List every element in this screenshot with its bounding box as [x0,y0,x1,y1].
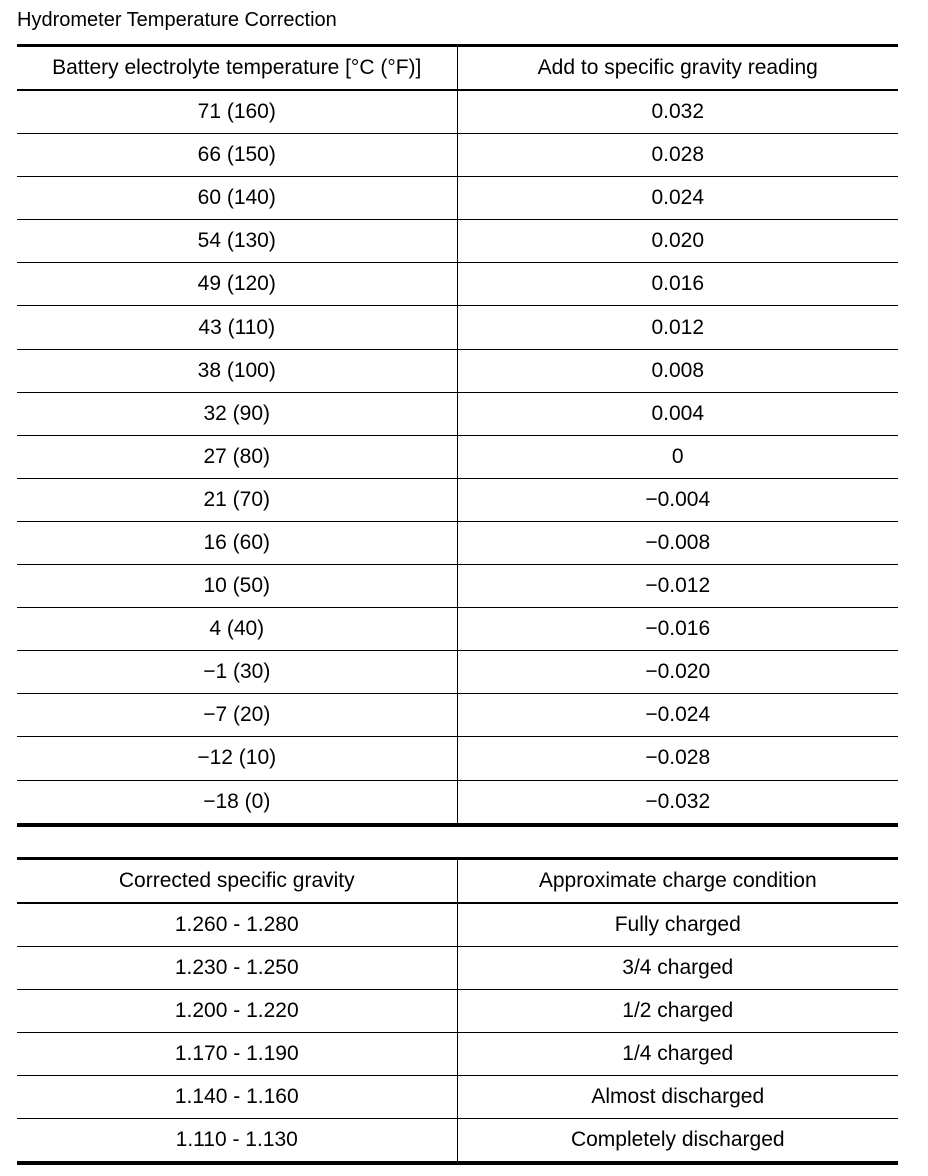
page-title: Hydrometer Temperature Correction [17,9,337,31]
table-cell: 10 (50) [17,565,457,608]
table-row [17,521,898,564]
table-row [17,990,898,1033]
charge-condition-table [17,857,898,1165]
table-cell: −18 (0) [17,780,457,825]
table-row [17,263,898,306]
table-cell: 1/2 charged [622,999,734,1022]
table-cell: −0.032 [645,789,711,813]
temperature-correction-table [17,44,898,827]
table-row [17,1076,898,1119]
table-row [17,947,898,990]
table-cell: 0 [671,444,684,468]
table-cell: 32 (90) [17,392,457,435]
table-cell: 3/4 charged [622,956,734,979]
table-cell: −0.008 [645,530,711,554]
table-cell: 21 (70) [17,478,457,521]
table-cell: 60 (140) [17,177,457,220]
table-cell: 1.260 - 1.280 [17,903,457,947]
table-row [17,134,898,177]
table-cell: 0.016 [651,272,705,296]
table-cell: −7 (20) [17,694,457,737]
table-cell: −0.020 [645,660,711,684]
table-cell: 0.028 [651,143,705,167]
column-header: Battery electrolyte temperature [°C (°F)] [17,46,457,91]
table-cell: Fully charged [614,913,741,936]
table-row [17,220,898,263]
table-cell: −0.024 [645,703,711,727]
table-cell: −0.004 [645,487,711,511]
table-row [17,1033,898,1076]
table-cell: Completely discharged [570,1128,785,1151]
table-cell: 0.008 [651,358,705,382]
column-header: Add to specific gravity reading [537,56,818,79]
table-header-row [17,46,898,91]
table-cell: 0.020 [651,229,705,253]
charge-table-body [17,903,898,1163]
table-cell: 54 (130) [17,220,457,263]
table-cell: 71 (160) [17,90,457,134]
table-row [17,903,898,947]
table-cell: −12 (10) [17,737,457,780]
table-row [17,780,898,825]
column-header: Approximate charge condition [538,869,817,892]
temperature-table-body [17,90,898,825]
table-cell: 27 (80) [17,435,457,478]
table-cell: 1.200 - 1.220 [17,990,457,1033]
table-cell: 1.170 - 1.190 [17,1033,457,1076]
table-row [17,565,898,608]
table-row [17,90,898,134]
table-cell: 49 (120) [17,263,457,306]
table-row [17,478,898,521]
table-cell: −1 (30) [17,651,457,694]
table-cell: 0.004 [651,401,705,425]
table-row [17,608,898,651]
table-cell: 0.012 [651,315,705,339]
table-header-row [17,859,898,904]
table-cell: 0.032 [651,100,705,124]
table-cell: 38 (100) [17,349,457,392]
table-row [17,177,898,220]
table-row [17,392,898,435]
table-cell: 4 (40) [17,608,457,651]
table-row [17,1119,898,1164]
table-cell: Almost discharged [591,1085,765,1108]
table-cell: −0.016 [645,617,711,641]
table-cell: 1/4 charged [622,1042,734,1065]
table-cell: 1.230 - 1.250 [17,947,457,990]
column-header: Corrected specific gravity [17,859,457,904]
table-cell: 1.140 - 1.160 [17,1076,457,1119]
table-cell: 16 (60) [17,521,457,564]
table-cell: −0.028 [645,746,711,770]
table-cell: 43 (110) [17,306,457,349]
table-row [17,435,898,478]
table-row [17,349,898,392]
table-cell: 66 (150) [17,134,457,177]
table-cell: −0.012 [645,574,711,598]
table-row [17,651,898,694]
table-row [17,694,898,737]
table-cell: 1.110 - 1.130 [17,1119,457,1164]
table-row [17,737,898,780]
table-row [17,306,898,349]
table-cell: 0.024 [651,186,705,210]
